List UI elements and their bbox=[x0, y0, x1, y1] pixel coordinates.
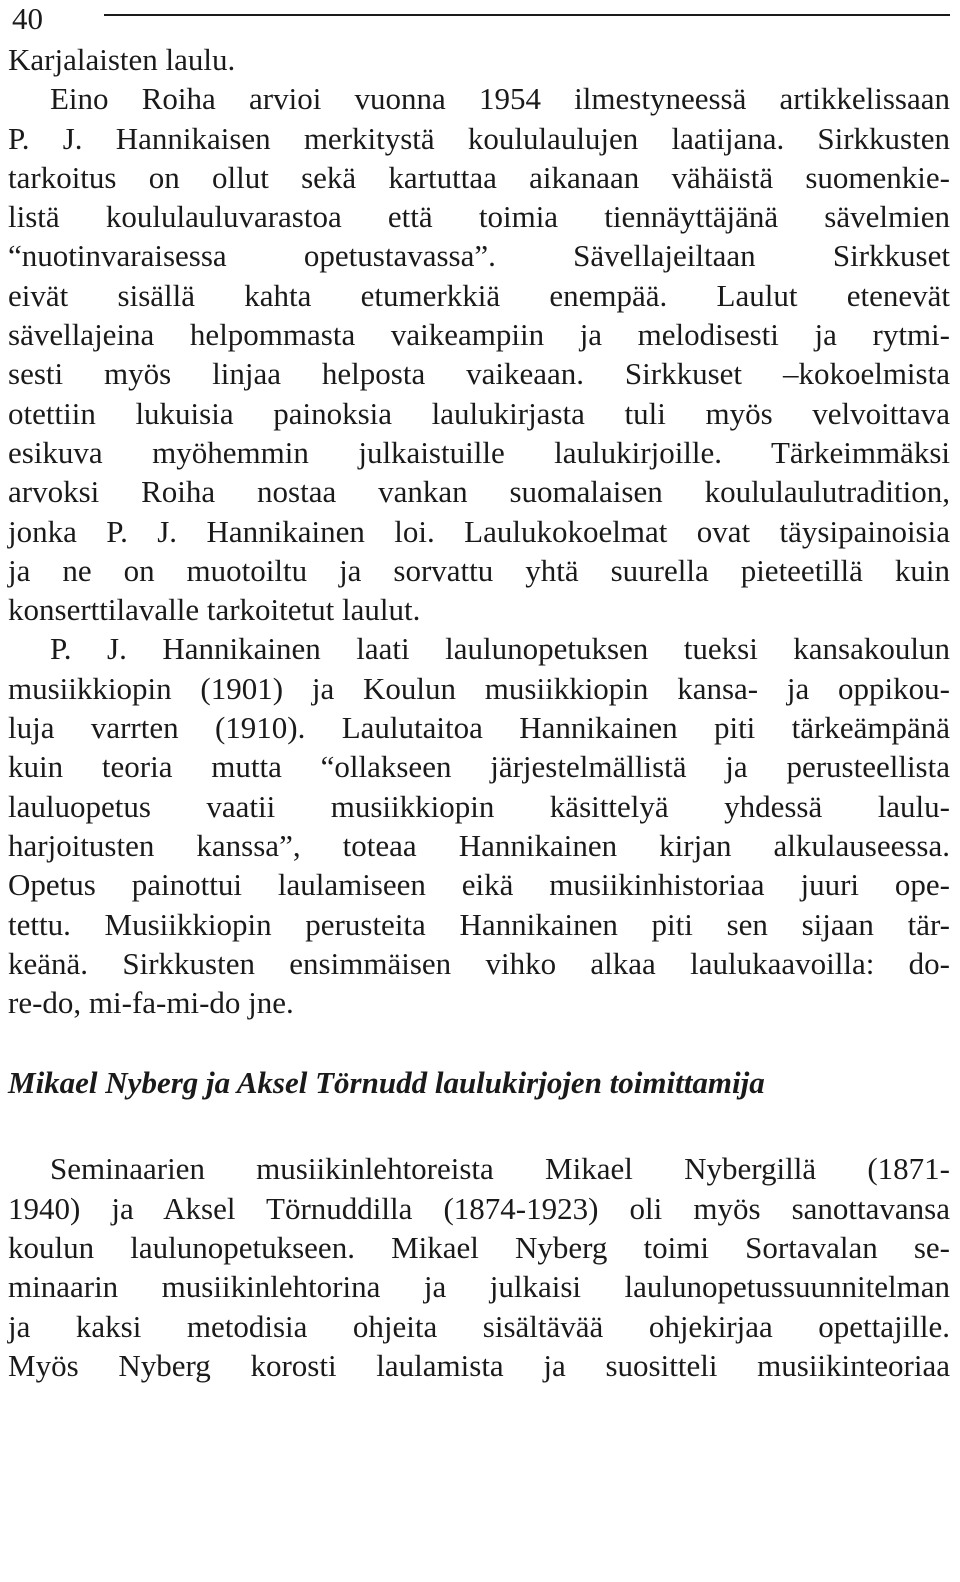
page-header bbox=[8, 0, 950, 40]
text-line: jonka P. J. Hannikainen loi. Laulukokoelmat ovat täysipainoisia bbox=[8, 513, 950, 549]
text-line: konserttilavalle tarkoitetut laulut. bbox=[8, 592, 421, 628]
text-line: musiikkiopin (1901) ja Koulun musiikkiopin kansa- ja oppikou- bbox=[8, 670, 950, 706]
body-text bbox=[8, 40, 950, 1385]
text-line: tettu. Musiikkiopin perusteita Hannikainen piti sen sijaan tär- bbox=[8, 906, 950, 942]
text-line: harjoitusten kanssa”, toteaa Hannikainen kirjan alkulauseessa. bbox=[8, 827, 950, 863]
text-line: kuin teoria mutta “ollakseen järjestelmällistä ja perusteellista bbox=[8, 749, 950, 785]
text-line: P. J. Hannikaisen merkitystä koululaulujen laatijana. Sirkkusten bbox=[8, 120, 950, 156]
section-continuation-title: Karjalaisten laulu. bbox=[8, 42, 236, 77]
text-line: otettiin lukuisia painoksia laulukirjasta tuli myös velvoittava bbox=[8, 395, 950, 431]
text-line: Seminaarien musiikinlehtoreista Mikael Nybergillä (1871- bbox=[50, 1151, 950, 1187]
page-number: 40 bbox=[12, 1, 43, 36]
paragraph-nyberg bbox=[8, 1149, 950, 1385]
text-line: koulun laulunopetukseen. Mikael Nyberg toimi Sortavalan se- bbox=[8, 1230, 950, 1266]
header-rule bbox=[104, 14, 950, 16]
text-line: esikuva myöhemmin julkaistuille laulukirjoille. Tärkeimmäksi bbox=[8, 434, 950, 470]
text-line: luja varrten (1910). Laulutaitoa Hannikainen piti tärkeämpänä bbox=[8, 710, 950, 746]
text-line: keänä. Sirkkusten ensimmäisen vihko alkaa laulukaavoilla: do- bbox=[8, 945, 950, 981]
text-line: Myös Nyberg korosti laulamista ja suositteli musiikinteoriaa bbox=[8, 1347, 950, 1383]
paragraph-roiha bbox=[8, 79, 950, 629]
text-line: minaarin musiikinlehtorina ja julkaisi laulunopetussuunnitelman bbox=[8, 1269, 950, 1305]
section-heading: Mikael Nyberg ja Aksel Törnudd laulukirjojen toimittamija bbox=[8, 1065, 765, 1101]
text-line: sävellajeina helpommasta vaikeampiin ja melodisesti ja rytmi- bbox=[8, 317, 950, 353]
text-line: Eino Roiha arvioi vuonna 1954 ilmestyneessä artikkelissaan bbox=[50, 81, 950, 117]
text-line: re-do, mi-fa-mi-do jne. bbox=[8, 985, 294, 1021]
text-line: ja kaksi metodisia ohjeita sisältävää ohjekirjaa opettajille. bbox=[8, 1308, 950, 1344]
paragraph-hannikainen bbox=[8, 629, 950, 1022]
text-line: Opetus painottui laulamiseen eikä musiikinhistoriaa juuri ope- bbox=[8, 867, 950, 903]
text-line: listä koululauluvarastoa että toimia tiennäyttäjänä sävelmien bbox=[8, 199, 950, 235]
text-line: “nuotinvaraisessa opetustavassa”. Sävellajeiltaan Sirkkuset bbox=[8, 238, 950, 274]
text-line: ja ne on muotoiltu ja sorvattu yhtä suurella pieteetillä kuin bbox=[8, 552, 950, 588]
text-line: sesti myös linjaa helposta vaikeaan. Sirkkuset –kokoelmista bbox=[8, 356, 950, 392]
text-line: lauluopetus vaatii musiikkiopin käsittelyä yhdessä laulu- bbox=[8, 788, 950, 824]
text-line: arvoksi Roiha nostaa vankan suomalaisen koululaulutradition, bbox=[8, 474, 950, 510]
text-line: P. J. Hannikainen laati laulunopetuksen tueksi kansakoulun bbox=[50, 631, 950, 667]
text-line: 1940) ja Aksel Törnuddilla (1874-1923) oli myös sanottavansa bbox=[8, 1190, 950, 1226]
text-line: tarkoitus on ollut sekä kartuttaa aikanaan vähäistä suomenkie- bbox=[8, 159, 950, 195]
text-line: eivät sisällä kahta etumerkkiä enempää. Laulut etenevät bbox=[8, 277, 950, 313]
